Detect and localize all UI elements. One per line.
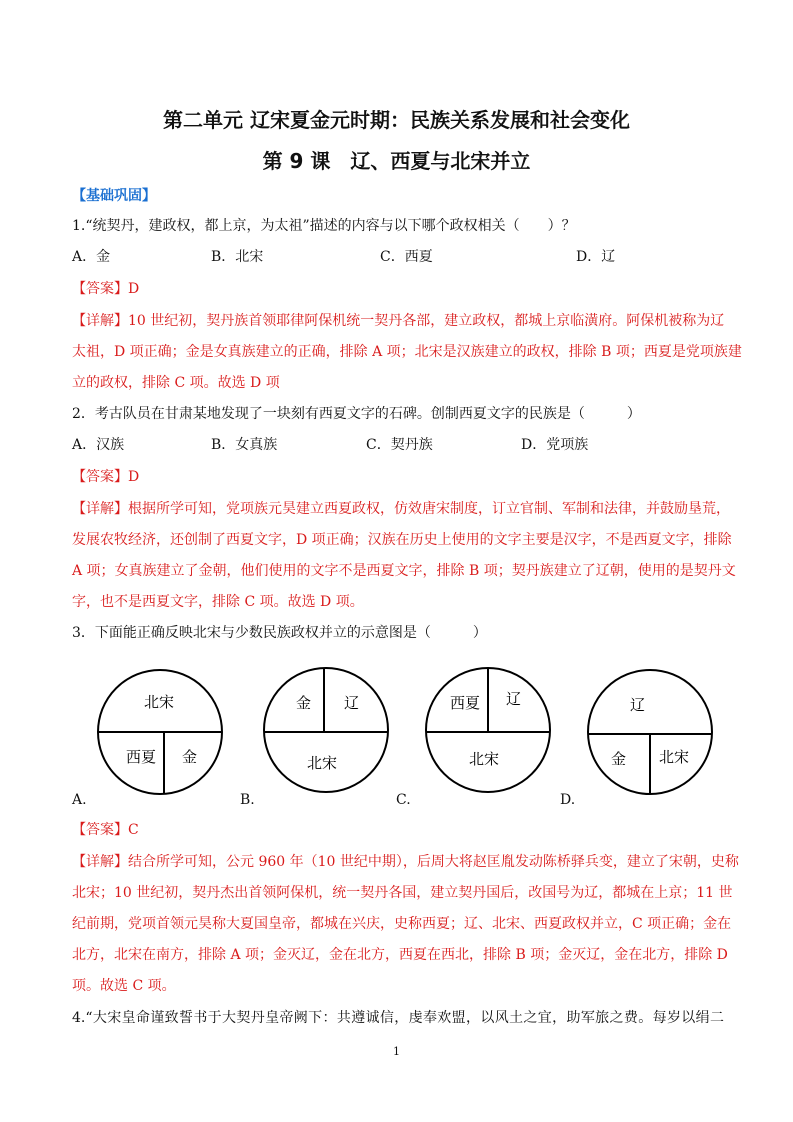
- question-2: 2．考古队员在甘肃某地发现了一块刻有西夏文字的石碑。创制西夏文字的民族是（ ）: [72, 406, 641, 422]
- q2-detail-line: A 项；女真族建立了金朝，他们使用的文字不是西夏文字，排除 B 项；契丹族建立了辽朝，使用的是契丹文: [72, 563, 736, 579]
- pie-label-bottom-right: 北宋: [659, 748, 690, 766]
- q2-detail-line: 字，也不是西夏文字，排除 C 项。故选 D 项。: [72, 594, 364, 610]
- question-4: 4.“大宋皇命谨致誓书于大契丹皇帝阙下：共遵诚信，虔奉欢盟，以风土之宜，助军旅之费。每岁以绢二: [72, 1010, 724, 1026]
- pie-label-top-left: 西夏: [450, 694, 481, 712]
- q2-option-a: A．汉族: [72, 437, 125, 453]
- q2-option-d: D．党项族: [521, 437, 589, 453]
- pie-diagram-a: [96, 668, 224, 796]
- pie-diagram-b: [262, 666, 390, 794]
- pie-outline: [264, 668, 388, 792]
- q3-option-c: C.: [396, 792, 411, 808]
- q1-detail-line: 立的政权，排除 C 项。故选 D 项: [72, 375, 280, 391]
- document-title: 第二单元 辽宋夏金元时期：民族关系发展和社会变化: [163, 108, 630, 132]
- q1-option-d: D．辽: [576, 249, 616, 265]
- q2-detail-line: 发展农牧经济，还创制了西夏文字，D 项正确；汉族在历史上使用的文字主要是汉字，不是西夏文字，排除: [72, 532, 732, 548]
- pie-label-bottom-left: 金: [611, 750, 627, 768]
- q3-detail-line: 北方，北宋在南方，排除 A 项；金灭辽，金在北方，西夏在西北，排除 B 项；金灭辽，金在北方，排除 D: [72, 947, 728, 963]
- pie-label-bottom: 北宋: [469, 750, 500, 768]
- q3-detail-line: 北宋；10 世纪初，契丹杰出首领阿保机，统一契丹各国，建立契丹国后，改国号为辽，都城在上京；11 世: [72, 885, 733, 901]
- q1-answer: 【答案】D: [72, 281, 140, 297]
- q3-detail-line: 项。故选 C 项。: [72, 978, 176, 994]
- question-3: 3．下面能正确反映北宋与少数民族政权并立的示意图是（ ）: [72, 625, 487, 641]
- pie-diagram-c: [424, 666, 552, 794]
- q3-option-b: B.: [240, 792, 255, 808]
- q1-detail-line: 太祖，D 项正确；金是女真族建立的正确，排除 A 项；北宋是汉族建立的政权，排除 B 项；西夏是党项族建: [72, 344, 742, 360]
- q3-detail-line: 【详解】结合所学可知，公元 960 年（10 世纪中期），后周大将赵匡胤发动陈桥驿兵变，建立了宋朝，史称: [72, 854, 739, 870]
- q3-answer: 【答案】C: [72, 822, 139, 838]
- q1-option-a: A．金: [72, 249, 111, 265]
- q1-detail-line: 【详解】10 世纪初，契丹族首领耶律阿保机统一契丹各部，建立政权，都城上京临潢府。阿保机被称为辽: [72, 313, 725, 329]
- q2-option-c: C．契丹族: [366, 437, 433, 453]
- q2-detail-line: 【详解】根据所学可知，党项族元昊建立西夏政权，仿效唐宋制度，订立官制、军制和法律，并鼓励垦荒，: [72, 501, 730, 517]
- q1-option-c: C．西夏: [380, 249, 433, 265]
- pie-label-bottom-left: 西夏: [126, 748, 157, 766]
- page-number: 1: [393, 1045, 400, 1058]
- q1-option-b: B．北宋: [211, 249, 264, 265]
- pie-label-top-left: 金: [296, 694, 312, 712]
- q3-detail-line: 纪前期，党项首领元昊称大夏国皇帝，都城在兴庆，史称西夏；辽、北宋、西夏政权并立，C 项正确；金在: [72, 916, 732, 932]
- lesson-title: 第 9 课 辽、西夏与北宋并立: [262, 149, 531, 173]
- pie-label-top-right: 辽: [344, 694, 360, 712]
- pie-label-bottom: 北宋: [307, 754, 338, 772]
- q2-option-b: B．女真族: [211, 437, 278, 453]
- pie-diagram-d: [584, 668, 716, 796]
- pie-label-top: 辽: [630, 696, 646, 714]
- pie-label-top: 北宋: [144, 693, 175, 711]
- q3-option-a: A.: [72, 792, 87, 808]
- pie-label-bottom-right: 金: [182, 748, 198, 766]
- pie-label-top-right: 辽: [506, 690, 522, 708]
- q3-option-d: D.: [560, 792, 576, 808]
- q2-answer: 【答案】D: [72, 469, 140, 485]
- question-1: 1.“统契丹，建政权，都上京，为太祖”描述的内容与以下哪个政权相关（ ）？: [72, 218, 576, 234]
- section-heading: 【基础巩固】: [72, 188, 156, 204]
